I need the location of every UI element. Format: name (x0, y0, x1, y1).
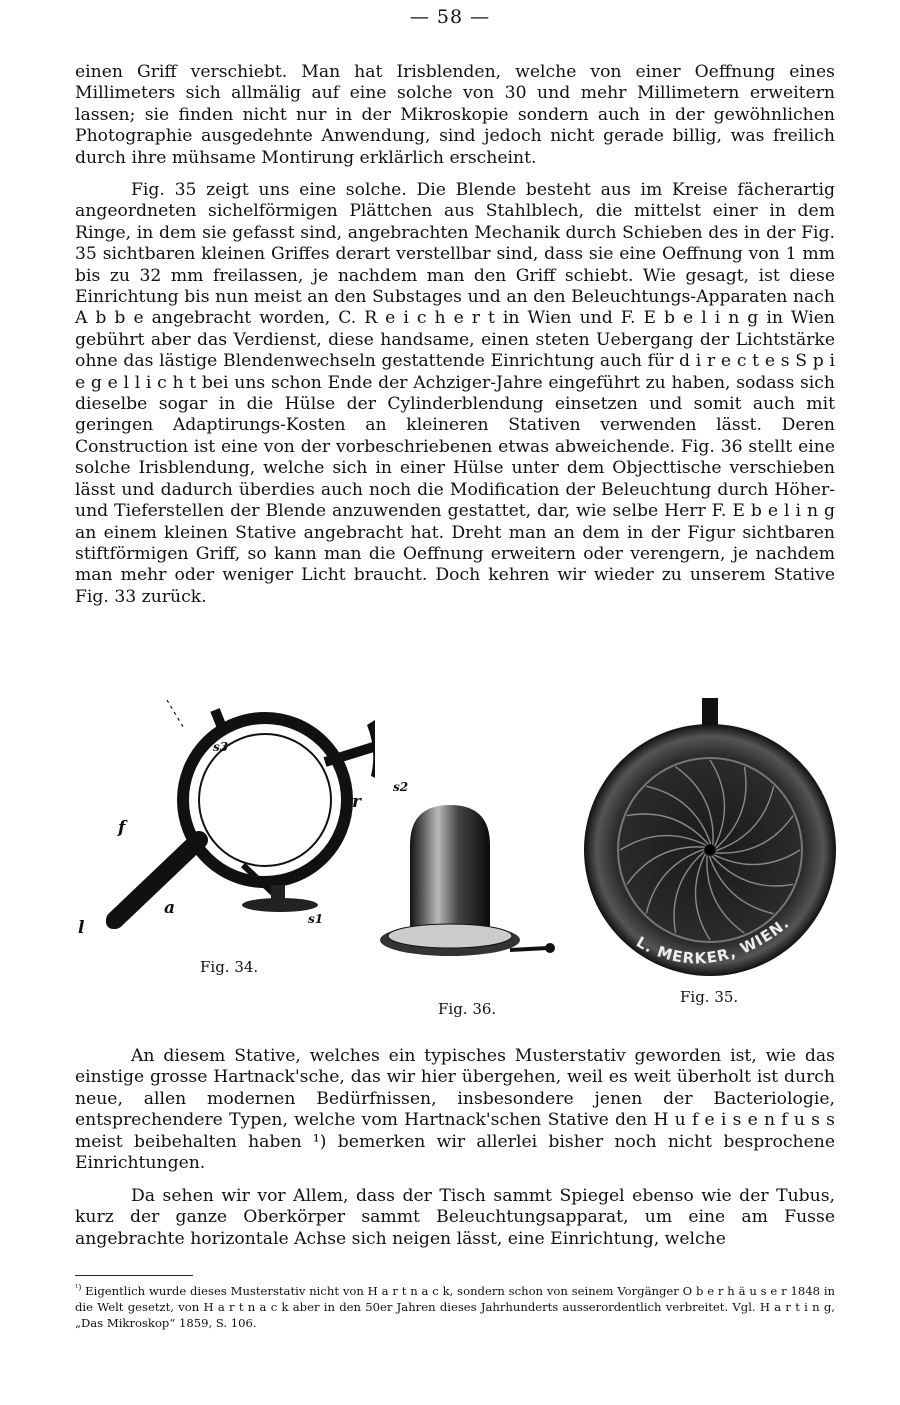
figure-35-illustration (580, 690, 840, 980)
footnote-rule (75, 1275, 193, 1276)
page-number: — 58 — (409, 6, 491, 28)
footnote-text: Eigentlich wurde dieses Musterstativ nicht von H a r t n a c k, sondern schon von seinem Vorgänger O b e r h ä u s e r 1848 in die Welt gesetzt, von H a r t n a c k aber in den 50er Jahren dieses Jahrhunderts ausserordentlich verbreitet. Vgl. H a r t i n g, „Das Mikroskop“ 1859, S. 106. (75, 1283, 836, 1330)
fig34-label-a: a (164, 898, 176, 918)
fig34-label-f: f (118, 818, 126, 838)
figures-area (60, 680, 850, 1020)
figure-36-illustration (370, 800, 560, 1000)
paragraph-2: Fig. 35 zeigt uns eine solche. Die Blende besteht aus im Kreise fächerartig angeordneten sichelförmigen Plättchen aus Stahlblech, die mittelst einer in dem Ringe, in dem sie gefasst sind, angebrachten Mechanik durch Schieben des in der Fig. 35 sichtbaren kleinen Griffes derart verstellbar sind, dass sie eine Oeffnung von 1 mm bis zu 32 mm freilassen, je nachdem man den Griff schiebt. Wie gesagt, ist diese Einrichtung bis nun meist an den Substages und an den Beleuchtungs-Apparaten nach A b b e angebracht worden, C. R e i c h e r t in Wien und F. E b e l i n g in Wien gebührt aber das Verdienst, diese handsame, einen steten Uebergang der Lichtstärke ohne das lästige Blendenwechseln gestattende Einrichtung auch für d i r e c t e s S p i e g e l l i c h t bei uns schon Ende der Achziger-Jahre eingeführt zu haben, sodass sich dieselbe sogar in die Hülse der Cylinderblendung einsetzen und somit auch mit geringen Adaptirungs-Kosten an kleineren Stativen verwenden lässt. Deren Construction ist eine von der vorbeschriebenen etwas abweichende. Fig. 36 stellt eine solche Irisblendung, welche sich in einer Hülse unter dem Objecttische verschieben lässt und dadurch überdies auch noch die Modification der Beleuchtung durch Höher- und Tieferstellen der Blende anzuwenden gestattet, dar, wie selbe Herr F. E b e l i n g an einem kleinen Stative angebracht hat. Dreht man an dem in der Figur sichtbaren stiftförmigen Griff, so kann man die Oeffnung erweitern oder verengern, je nachdem man mehr oder weniger Licht braucht. Doch kehren wir wieder zu unserem Stative Fig. 33 zurück. (75, 180, 835, 607)
footnote (75, 1280, 835, 1331)
paragraph-4: Da sehen wir vor Allem, dass der Tisch sammt Spiegel ebenso wie der Tubus, kurz der ganze Oberkörper sammt Beleuchtungsapparat, um eine am Fusse angebrachte horizontale Achse sich neigen lässt, eine Einrichtung, welche (75, 1186, 835, 1249)
fig34-label-r: r (352, 792, 361, 812)
fig34-caption: Fig. 34. (200, 958, 259, 976)
fig35-engraving: L. MERKER, WIEN. (633, 913, 793, 968)
paragraph-1: einen Griff verschiebt. Man hat Irisblenden, welche von einer Oeffnung eines Millimeters sich allmälig auf eine solche von 30 und mehr Millimetern erweitern lassen; sie finden nicht nur in der Mikroskopie sondern auch in der gewöhnlichen Photographie ausgedehnte Anwendung, sind jedoch nicht gerade billig, was freilich durch ihre mühsame Montirung erklärlich erscheint. (75, 62, 835, 168)
fig34-label-s2: s2 (393, 780, 409, 794)
paragraph-3: An diesem Stative, welches ein typisches Musterstativ geworden ist, wie das einstige grosse Hartnack'sche, das wir hier übergehen, weil es weit überholt ist durch neue, allen modernen Bedürfnissen, insbesondere jenen der Bacteriologie, entsprechendere Typen, welche vom Hartnack'schen Stative den H u f e i s e n f u s s meist beibehalten haben ¹) bemerken wir allerlei bisher noch nicht besprochene Einrichtungen. (75, 1046, 835, 1174)
footnote-marker: ¹) (75, 1283, 82, 1292)
fig34-label-l: l (78, 918, 85, 938)
fig34-label-s1: s1 (308, 912, 324, 926)
fig34-label-s3: s3 (213, 740, 229, 754)
fig35-caption: Fig. 35. (680, 988, 739, 1006)
fig36-caption: Fig. 36. (438, 1000, 497, 1018)
